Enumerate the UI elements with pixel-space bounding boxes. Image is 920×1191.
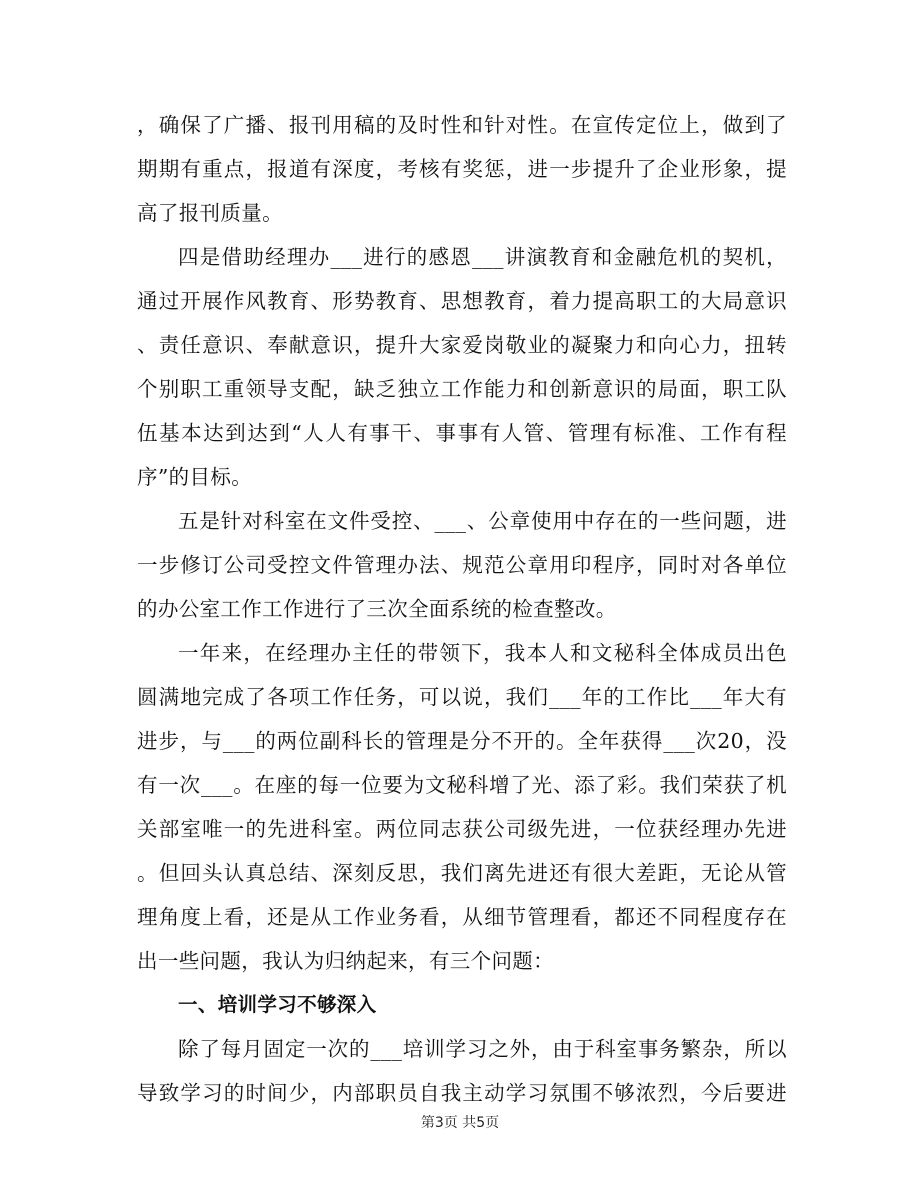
text-line: 个别职工重领导支配，缺乏独立工作能力和创新意识的局面，职工队 xyxy=(137,377,787,401)
paragraph-start-line: 四是借助经理办___进行的感恩___讲演教育和金融危机的契机， xyxy=(178,245,787,269)
text-line: 。但回头认真总结、深刻反思，我们离先进还有很大差距，无论从管 xyxy=(137,861,787,885)
text-line: 有一次___。在座的每一位要为文秘科增了光、添了彩。我们荣获了机 xyxy=(137,773,787,797)
text-line: 序”的目标。 xyxy=(137,465,253,489)
text-line: 导致学习的时间少，内部职员自我主动学习氛围不够浓烈，今后要进 xyxy=(137,1081,787,1105)
text-line: ，确保了广播、报刊用稿的及时性和针对性。在宣传定位上，做到了 xyxy=(137,113,787,137)
section-heading: 一、培训学习不够深入 xyxy=(178,993,377,1016)
text-line: 圆满地完成了各项工作任务，可以说，我们___年的工作比___年大有 xyxy=(137,685,787,709)
document-body xyxy=(137,103,787,1115)
page-number-footer: 第3页 共5页 xyxy=(420,1115,500,1131)
text-line: 出一些问题，我认为归纳起来，有三个问题： xyxy=(137,949,554,973)
paragraph-start-line: 五是针对科室在文件受控、___、公章使用中存在的一些问题，进 xyxy=(178,509,787,533)
text-line: 伍基本达到达到“人人有事干、事事有人管、管理有标准、工作有程 xyxy=(137,421,787,445)
paragraph-start-line: 一年来，在经理办主任的带领下，我本人和文秘科全体成员出色 xyxy=(178,641,787,665)
text-line: 、责任意识、奉献意识，提升大家爱岗敬业的凝聚力和向心力，扭转 xyxy=(137,333,787,357)
text-line: 理角度上看，还是从工作业务看，从细节管理看，都还不同程度存在 xyxy=(137,905,787,929)
text-line: 进步，与___的两位副科长的管理是分不开的。全年获得___次20，没 xyxy=(137,729,787,753)
text-line: 期期有重点，报道有深度，考核有奖惩，进一步提升了企业形象，提 xyxy=(137,157,787,181)
text-line: 的办公室工作工作进行了三次全面系统的检查整改。 xyxy=(137,597,617,621)
text-line: 通过开展作风教育、形势教育、思想教育，着力提高职工的大局意识 xyxy=(137,289,787,313)
text-line: 关部室唯一的先进科室。两位同志获公司级先进，一位获经理办先进 xyxy=(137,817,787,841)
text-line: 一步修订公司受控文件管理办法、规范公章用印程序，同时对各单位 xyxy=(137,553,787,577)
paragraph-start-line: 除了每月固定一次的___培训学习之外，由于科室事务繁杂，所以 xyxy=(178,1037,787,1061)
text-line: 高了报刊质量。 xyxy=(137,201,283,225)
